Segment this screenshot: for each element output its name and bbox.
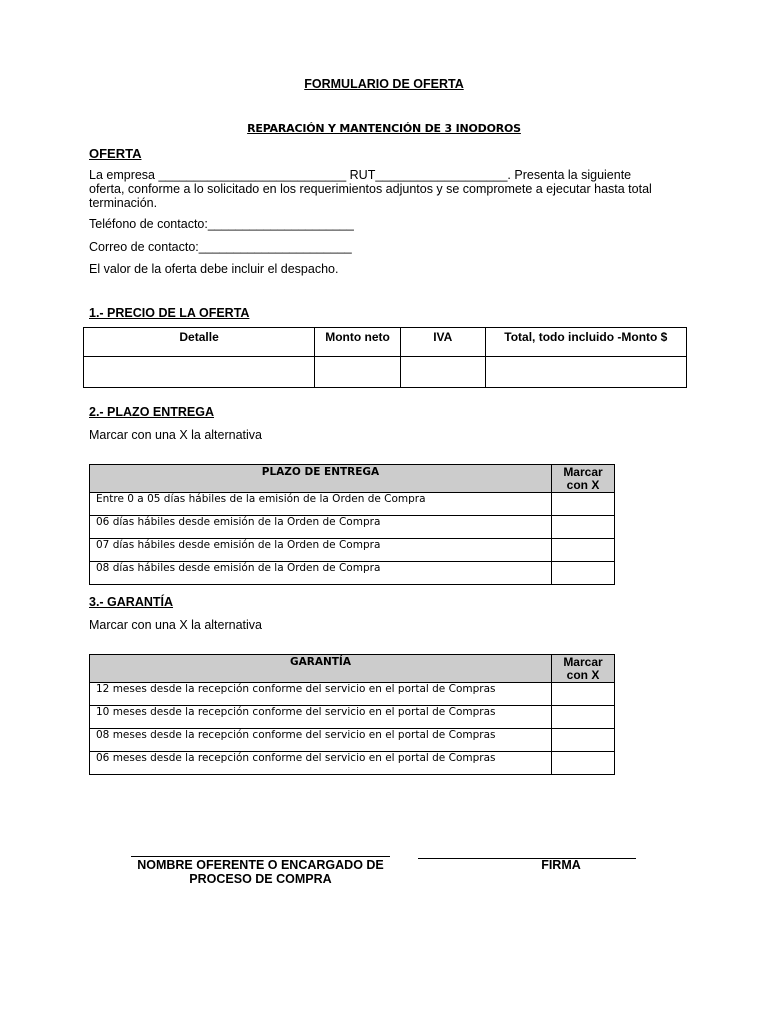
signature-label-name: NOMBRE OFERENTE O ENCARGADO DE PROCESO DE COMPRA — [137, 858, 384, 886]
total-cell[interactable] — [485, 357, 686, 388]
section2-heading: 2.- PLAZO ENTREGA — [89, 405, 215, 419]
garantia-table-header — [90, 655, 615, 683]
plazo-mark-cell[interactable] — [552, 493, 615, 516]
oferta-heading: OFERTA — [89, 146, 142, 161]
table-row — [90, 539, 615, 562]
plazo-option-label: Entre 0 a 05 días hábiles de la emisión de la Orden de Compra — [90, 493, 552, 516]
garantia-option-label: 06 meses desde la recepción conforme del servicio en el portal de Compras — [90, 752, 552, 775]
garantia-option-label: 10 meses desde la recepción conforme del servicio en el portal de Compras — [90, 706, 552, 729]
garantia-table — [89, 654, 615, 775]
monto-neto-cell[interactable] — [315, 357, 401, 388]
plazo-col-main: PLAZO DE ENTREGA — [90, 465, 552, 493]
document-title: FORMULARIO DE OFERTA — [304, 77, 464, 91]
garantia-mark-cell[interactable] — [552, 683, 615, 706]
garantia-col-main: GARANTÍA — [90, 655, 552, 683]
col-iva: IVA — [400, 328, 485, 357]
col-total: Total, todo incluido -Monto $ — [485, 328, 686, 357]
plazo-mark-cell[interactable] — [552, 562, 615, 585]
table-row — [90, 752, 615, 775]
iva-cell[interactable] — [400, 357, 485, 388]
signature-line-name — [131, 856, 390, 857]
garantia-mark-cell[interactable] — [552, 706, 615, 729]
garantia-col-mark: Marcar con X — [552, 655, 615, 683]
table-row — [90, 516, 615, 539]
table-row — [90, 562, 615, 585]
section3-instruction: Marcar con una X la alternativa — [89, 618, 263, 632]
garantia-mark-cell[interactable] — [552, 729, 615, 752]
garantia-option-label: 08 meses desde la recepción conforme del servicio en el portal de Compras — [90, 729, 552, 752]
section1-heading: 1.- PRECIO DE LA OFERTA — [89, 306, 250, 320]
plazo-mark-cell[interactable] — [552, 539, 615, 562]
plazo-option-label: 07 días hábiles desde emisión de la Orden de Compra — [90, 539, 552, 562]
plazo-table — [89, 464, 615, 585]
plazo-option-label: 08 días hábiles desde emisión de la Orden de Compra — [90, 562, 552, 585]
garantia-mark-cell[interactable] — [552, 752, 615, 775]
table-row — [90, 729, 615, 752]
price-table-row — [84, 357, 687, 388]
price-table-header — [84, 328, 687, 357]
plazo-option-label: 06 días hábiles desde emisión de la Orden de Compra — [90, 516, 552, 539]
table-row — [90, 493, 615, 516]
col-monto-neto: Monto neto — [315, 328, 401, 357]
despacho-line: El valor de la oferta debe incluir el despacho. — [89, 262, 339, 276]
table-row — [90, 683, 615, 706]
plazo-col-mark: Marcar con X — [552, 465, 615, 493]
document-subtitle: REPARACIÓN Y MANTENCIÓN DE 3 INODOROS — [247, 122, 521, 135]
table-row — [90, 706, 615, 729]
price-table — [83, 327, 687, 388]
section3-heading: 3.- GARANTÍA — [89, 595, 174, 609]
col-detalle: Detalle — [84, 328, 315, 357]
plazo-table-header — [90, 465, 615, 493]
email-line: Correo de contacto:______________________ — [89, 240, 352, 254]
phone-line: Teléfono de contacto:_____________________ — [89, 217, 354, 231]
detalle-cell[interactable] — [84, 357, 315, 388]
section2-instruction: Marcar con una X la alternativa — [89, 428, 263, 442]
signature-label-firma: FIRMA — [541, 858, 581, 872]
plazo-mark-cell[interactable] — [552, 516, 615, 539]
intro-paragraph: La empresa ___________________________ RUT___________________. Presenta la siguiente oferta, conforme a lo solicitado en los requerimientos adjuntos y se compromete a ejecutar hasta total terminación. — [89, 168, 652, 210]
garantia-option-label: 12 meses desde la recepción conforme del servicio en el portal de Compras — [90, 683, 552, 706]
